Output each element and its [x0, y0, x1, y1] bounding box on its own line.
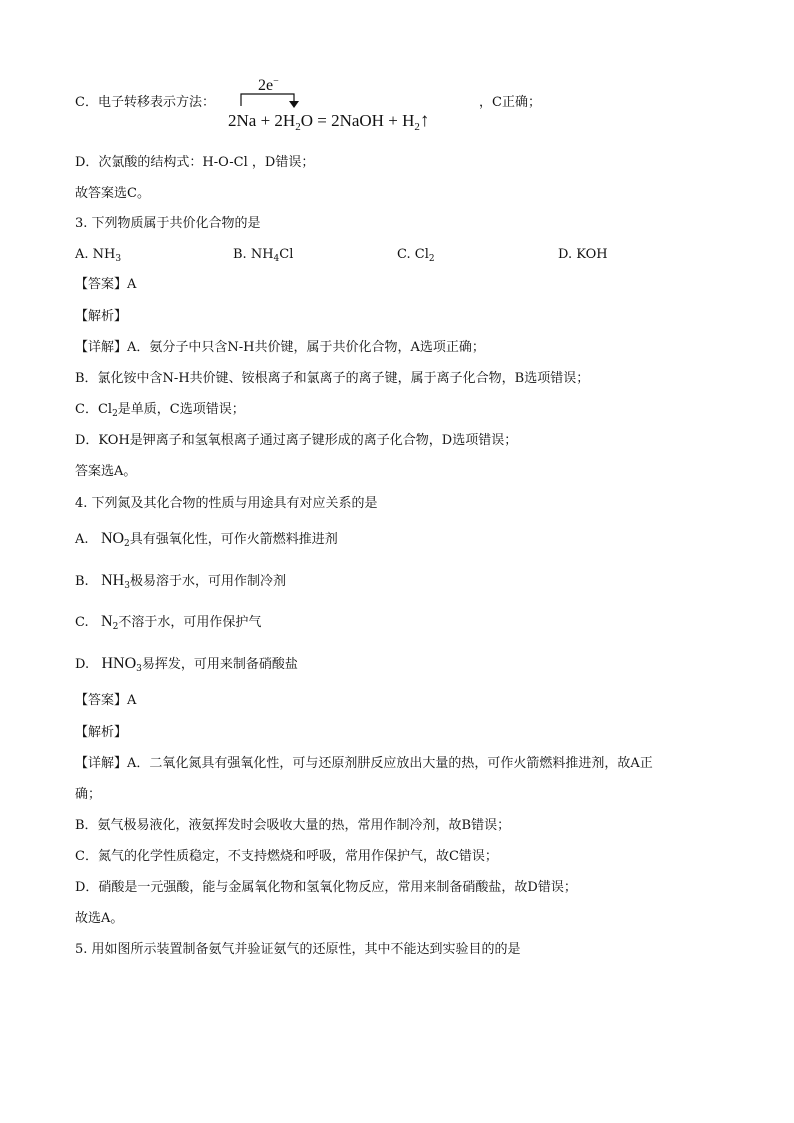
- option-c-suffix: ，C正确；: [479, 95, 541, 110]
- q3-option-a: A. $NH_3$: [75, 247, 122, 264]
- q3-detail-b: B．氯化铵中含N-H共价键、铵根离子和氯离子的离子键，属于离子化合物，B选项错误；: [75, 371, 590, 386]
- q3-conclusion: 答案选A。: [75, 464, 137, 479]
- q3-detail-c: C．$Cl_2$是单质，C选项错误；: [75, 402, 245, 419]
- q4-detail-b: B．氨气极易液化，液氨挥发时会吸收大量的热，常用作制冷剂，故B错误；: [75, 818, 511, 833]
- q3-option-d: D. KOH: [558, 247, 608, 262]
- electron-transfer-arrowhead: [289, 101, 299, 108]
- q4-option-b: B. $NH_3$极易溶于水，可用作制冷剂: [75, 572, 286, 591]
- q4-detail-a: 【详解】A．二氧化氮具有强氧化性，可与还原剂肼反应放出大量的热，可作火箭燃料推进剂，故A正: [75, 756, 653, 771]
- option-c-line: [75, 94, 215, 112]
- electron-transfer-diagram: [226, 74, 476, 136]
- q3-analysis-tag: 【解析】: [75, 309, 128, 324]
- q4-detail-c: C．氮气的化学性质稳定，不支持燃烧和呼吸，常用作保护气，故C错误；: [75, 849, 498, 864]
- q4-stem: 4. 下列氮及其化合物的性质与用途具有对应关系的是: [75, 496, 378, 511]
- option-d-line: D．次氯酸的结构式：H-O-Cl ，D错误；: [75, 155, 315, 170]
- q3-stem: 3. 下列物质属于共价化合物的是: [75, 216, 261, 231]
- q4-analysis-tag: 【解析】: [75, 725, 128, 740]
- q2-conclusion: 故答案选C。: [75, 186, 150, 201]
- q4-option-d: D. $HNO_3$易挥发，可用来制备硝酸盐: [75, 655, 298, 674]
- electron-transfer-bracket: [241, 94, 294, 106]
- reaction-equation: 2Na + $2H_2O$ = 2NaOH + $H_2↑$: [228, 110, 430, 133]
- q3-option-b: B. $NH_4Cl$: [233, 247, 294, 264]
- q3-option-c: C. $Cl_2$: [397, 247, 435, 264]
- q4-detail-d: D．硝酸是一元强酸，能与金属氧化物和氢氧化物反应，常用来制备硝酸盐，故D错误；: [75, 880, 577, 895]
- q4-answer: 【答案】A: [75, 693, 137, 708]
- q4-conclusion: 故选A。: [75, 911, 124, 926]
- q3-detail-a: 【详解】A．氨分子中只含N-H共价键，属于共价化合物，A选项正确；: [75, 340, 485, 355]
- q3-detail-d: D．KOH是钾离子和氢氧根离子通过离子键形成的离子化合物，D选项错误；: [75, 433, 518, 448]
- option-c-prefix: C．电子转移表示方法：: [75, 95, 215, 110]
- q3-answer: 【答案】A: [75, 277, 137, 292]
- q5-stem: 5. 用如图所示装置制备氨气并验证氨气的还原性，其中不能达到实验目的的是: [75, 942, 521, 957]
- q4-option-a: A. $NO_2$具有强氧化性，可作火箭燃料推进剂: [75, 530, 338, 549]
- q4-option-c: C. $N_2$不溶于水，可用作保护气: [75, 613, 262, 632]
- q4-detail-a-cont: 确；: [75, 787, 102, 802]
- transfer-label: 2e−: [258, 76, 279, 94]
